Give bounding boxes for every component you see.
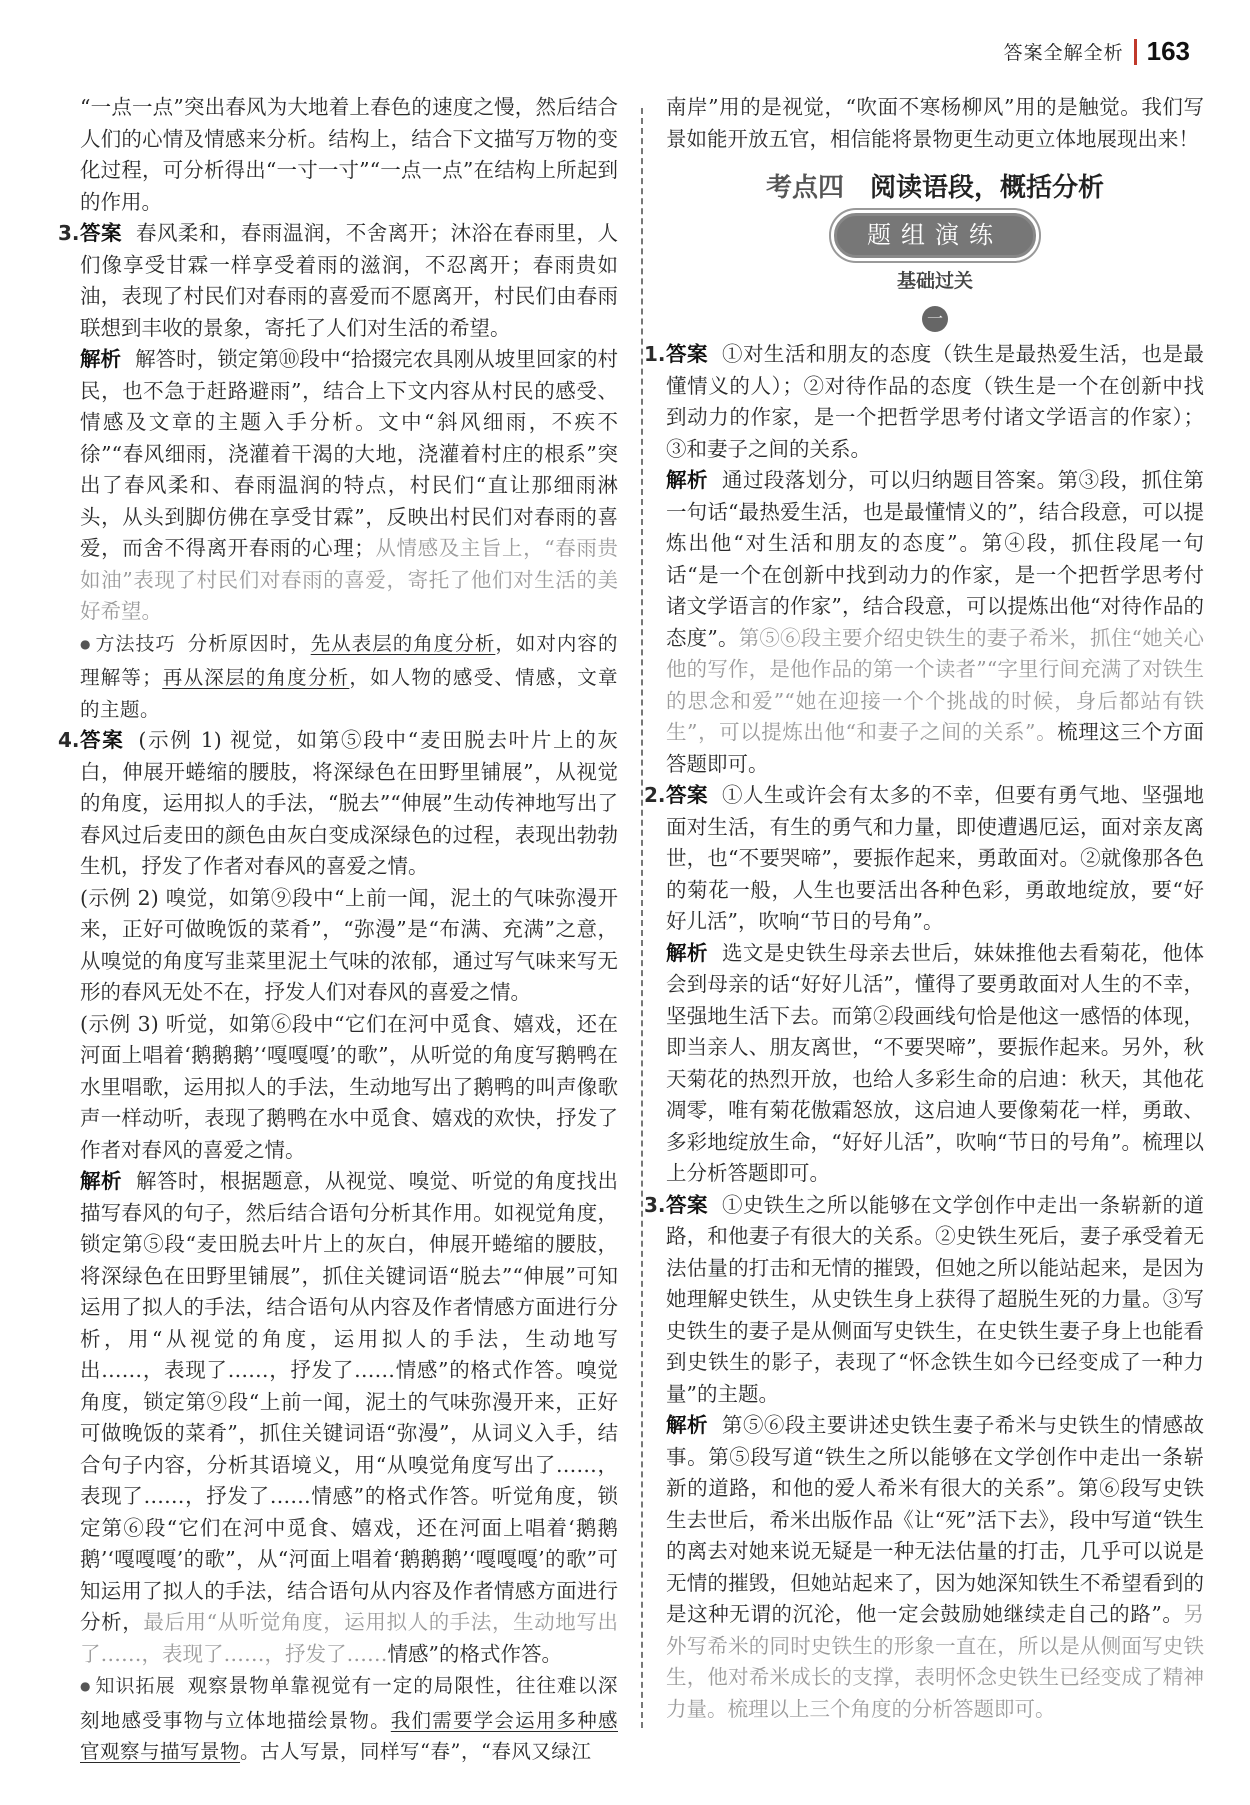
answer-paragraph: [666, 780, 1204, 938]
tip-text-d: 再从深层的角度分析: [162, 666, 350, 689]
analysis-label: 解析: [80, 347, 122, 371]
tip-text-c: ，如对内容的理解等；: [80, 631, 618, 689]
tip-text-b: 先从表层的角度分析: [310, 631, 496, 655]
answer-text: ①史铁生之所以能够在文学创作中走出一条崭新的道路，和他妻子有很大的关系。②史铁生死后，妻子承受着无法估量的打击和无情的摧毁，但她之所以能站起来，是因为她理解史铁生，从史铁生身上获得了超脱生死的力量。③写史铁生的妻子是从侧面写史铁生，在史铁生妻子身上也能看到史铁生的影子，表现了“怀念铁生如今已经变成了一种力量”的主题。: [666, 1192, 1205, 1406]
answer-label: 答案: [666, 1192, 708, 1217]
analysis-text-faint: 最后用“从听觉角度，运用拟人的手法，生动地写出了……，表现了……，抒发了……: [80, 1610, 619, 1666]
answer-example-2: (示例 2) 嗅觉，如第⑨段中“上前一闻，泥土的气味弥漫开来，正好可做晚饭的菜肴”，“弥漫”是“布满、充满”之意，从嗅觉的角度写韭菜里泥土气味的浓郁，通过写气味来写无形的春风无处不在，抒发人们对春风的喜爱之情。: [80, 885, 618, 1004]
intro-paragraph: “一点一点”突出春风为大地着上春色的速度之慢，然后结合人们的心情及情感来分析。结构上，结合下文描写万物的变化过程，可分析得出“一寸一寸”“一点一点”在结构上所起到的作用。: [80, 95, 618, 214]
analysis-text-end: 梳理这三个方面答题即可。: [666, 720, 1204, 776]
exercise-banner: 题组演练: [834, 213, 1036, 259]
answer-label: 答案: [80, 728, 125, 752]
extension-text-b: 我们需要学会运用多种感官观察与描写景物: [80, 1708, 618, 1763]
analysis-text: 选文是史铁生母亲去世后，妹妹推他去看菊花，他体会到母亲的话“好好儿活”，懂得了要勇敢面对人生的不幸，坚强地生活下去。而第②段画线句恰是他这一感悟的体现，即当亲人、朋友离世，“不要哭啼”，要振作起来。另外，秋天菊花的热烈开放，也给人多彩生命的启迪：秋天，其他花凋零，唯有菊花傲霜怒放，这启迪人要像菊花一样，勇敢、多彩地绽放生命，“好好儿活”，吹响“节日的号角”。梳理以上分析答题即可。: [666, 940, 1205, 1185]
question-number: 2.: [644, 783, 666, 807]
question-number: 1.: [644, 342, 666, 366]
analysis-paragraph: [80, 344, 618, 628]
section-heading: 阅读语段，概括分析: [870, 173, 1105, 203]
answer-paragraph: [80, 218, 618, 344]
example-1-text: (示例 1) 视觉，如第⑤段中“麦田脱去叶片上的灰白，伸展开蜷缩的腰肢，将深绿色在田野里铺展”，从视觉的角度，运用拟人的手法，“脱去”“伸展”生动传神地写出了春风过后麦田的颜色由灰白变成深绿色的过程，表现出勃勃生机，抒发了作者对春风的喜爱之情。: [80, 728, 618, 878]
answer-text: ①对生活和朋友的态度（铁生是最热爱生活，也是最懂情义的人）；②对待作品的态度（铁生是一个在创新中找到动力的作家，是一个把哲学思考付诸文学语言的作家）；③和妻子之间的关系。: [666, 342, 1205, 461]
analysis-label: 解析: [666, 940, 708, 965]
question-1: [644, 339, 1205, 780]
analysis-label: 解析: [666, 468, 708, 492]
page-number: 163: [1146, 36, 1190, 66]
analysis-paragraph: [80, 1166, 618, 1670]
answer-label: 答案: [80, 221, 122, 245]
answer-paragraph: [666, 1190, 1204, 1411]
analysis-text-faint: 另外写希米的同时史铁生的形象一直在，所以是从侧面写史铁生，他对希米成长的支撑，表明怀念史铁生已经变成了精神力量。梳理以上三个角度的分析答题即可。: [666, 1602, 1204, 1721]
section-title: [666, 173, 1204, 205]
tip-text-e: ，如人物的感受、情感，文章的主题。: [80, 666, 618, 721]
analysis-paragraph: [666, 465, 1204, 780]
answer-text: 春风柔和，春雨温润，不舍离开；沐浴在春雨里，人们像享受甘霖一样享受着雨的滋润，不忍离开；春雨贵如油，表现了村民们对春雨的喜爱而不愿离开，村民们由春雨联想到丰收的景象，寄托了人们对生活的希望。: [80, 221, 619, 340]
analysis-paragraph: [666, 1410, 1204, 1725]
analysis-text-faint: 第⑤⑥段主要介绍史铁生的妻子希米，抓住“她关心他的写作，是他作品的第一个读者”“字里行间充满了对铁生的思念和爱”“她在迎接一个个挑战的时候，身后都站有铁生”，可以提炼出他“和妻子之间的关系”。: [666, 625, 1205, 744]
method-tip: [80, 628, 618, 726]
analysis-text: 解答时，根据题意，从视觉、嗅觉、听觉的角度找出描写春风的句子，然后结合语句分析其作用。如视觉角度，锁定第⑤段“麦田脱去叶片上的灰白，伸展开蜷缩的腰肢，将深绿色在田野里铺展”，抓住关键词语“脱去”“伸展”可知运用了拟人的手法，结合语句从内容及作者情感方面进行分析，用“从视觉的角度，运用拟人的手法，生动地写出……，表现了……，抒发了……情感”的格式作答。嗅觉角度，锁定第⑨段“上前一闻，泥土的气味弥漫开来，正好可做晚饭的菜肴”，抓住关键词语“弥漫”，从词义入手，结合句子内容，分析其语境义，用“从嗅觉角度写出了……，表现了……，抒发了……情感”的格式作答。听觉角度，锁定第⑥段“它们在河中觅食、嬉戏，还在河面上唱着‘鹅鹅鹅’‘嘎嘎嘎’的歌”，从“河面上唱着‘鹅鹅鹅’‘嘎嘎嘎’的歌”可知运用了拟人的手法，结合语句从内容及作者情感方面进行分析，: [80, 1169, 619, 1634]
question-number: 3.: [644, 1192, 666, 1217]
header-title: 答案全解全析: [1003, 42, 1124, 64]
analysis-text-faint: 从情感及主旨上，“春雨贵如油”表现了村民们对春雨的喜爱，寄托了他们对生活的美好希望。: [80, 536, 618, 623]
analysis-label: 解析: [80, 1169, 122, 1193]
knowledge-extension: [80, 1670, 618, 1768]
analysis-label: 解析: [666, 1413, 708, 1437]
analysis-paragraph: [666, 938, 1204, 1190]
extension-label: ● 知识拓展: [80, 1675, 176, 1697]
analysis-text: 通过段落划分，可以归纳题目答案。第③段，抓住第一句话“最热爱生活，也是最懂情义的”，结合段意，可以提炼出他“对生活和朋友的态度”。第④段，抓住段尾一句话“是一个在创新中找到动力的作家，是一个把哲学思考付诸文学语言的作家”，结合段意，可以提炼出他“对待作品的态度”。: [666, 468, 1205, 650]
right-column: [644, 92, 1205, 1725]
analysis-text-end: 情感”的格式作答。: [387, 1641, 562, 1666]
answer-text: ①人生或许会有太多的不幸，但要有勇气地、坚强地面对生活，有生的勇气和力量，即使遭遇厄运，面对亲友离世，也“不要哭啼”，要振作起来，勇敢面对。②就像那各色的菊花一般，人生也要活出各种色彩，勇敢地绽放，要“好好儿活”，吹响“节日的号角”。: [666, 783, 1205, 933]
answer-example-3: (示例 3) 听觉，如第⑥段中“它们在河中觅食、嬉戏，还在河面上唱着‘鹅鹅鹅’‘嘎嘎嘎’的歌”，从听觉的角度写鹅鸭在水里唱歌，运用拟人的手法，生动地写出了鹅鸭的叫声像歌声一样动听，表现了鹅鸭在水中觅食、嬉戏的欢快，抒发了作者对春风的喜爱之情。: [80, 1011, 618, 1162]
question-3: [58, 218, 619, 725]
extension-text-a: 观察景物单靠视觉有一定的局限性，往往难以深刻地感受事物与立体地描绘景物。: [80, 1674, 618, 1732]
page-header: [1004, 36, 1190, 67]
section-label: 考点四: [765, 173, 844, 203]
banner-wrap: [666, 213, 1204, 259]
question-2: [644, 780, 1205, 1190]
answer-paragraph: [666, 339, 1204, 465]
answer-label: 答案: [666, 342, 708, 366]
answer-example-1: [80, 725, 618, 883]
analysis-text: 第⑤⑥段主要讲述史铁生妻子希米与史铁生的情感故事。第⑤段写道“铁生之所以能够在文学创作中走出一条崭新的道路，和他的爱人希米有很大的关系”。第⑥段写史铁生去世后，希米出版作品《让“死”活下去》，段中写道“铁生的离去对她来说无疑是一种无法估量的打击，几乎可以说是无情的摧毁，但她站起来了，因为她深知铁生不希望看到的是这种无谓的沉沦，他一定会鼓励她继续走自己的路”。: [666, 1413, 1205, 1626]
question-3-right: [644, 1190, 1205, 1726]
tip-text-a: 分析原因时，: [187, 631, 311, 655]
circle-wrap: [666, 302, 1204, 334]
answer-label: 答案: [666, 783, 708, 807]
group-number-badge: 一: [922, 306, 948, 332]
header-separator: [1134, 39, 1137, 65]
analysis-text: 解答时，锁定第⑩段中“拾掇完农具刚从坡里回家的村民，也不急于赶路避雨”，结合上下文内容从村民的感受、情感及文章的主题入手分析。文中“斜风细雨，不疾不徐”“春风细雨，浇灌着干渴的大地，浇灌着村庄的根系”突出了春风柔和、春雨温润的特点，村民们“直让那细雨淋头，从头到脚仿佛在享受甘霖”，反映出村民们对春雨的喜爱，而舍不得离开春雨的心理；: [80, 347, 619, 560]
question-number: 3.: [58, 221, 80, 245]
sub-title: 基础过关: [896, 270, 973, 292]
question-number: 4.: [58, 728, 80, 752]
extension-text-c: 。古人写景，同样写“春”，“春风又绿江: [240, 1740, 592, 1763]
continued-paragraph: 南岸”用的是视觉，“吹面不寒杨柳风”用的是触觉。我们写景如能开放五官，相信能将景物更生动更立体地展现出来！: [666, 95, 1204, 151]
left-column: [58, 92, 619, 1768]
question-4: [58, 725, 619, 1768]
tip-label: ● 方法技巧: [80, 633, 176, 655]
column-divider: [641, 108, 643, 1728]
